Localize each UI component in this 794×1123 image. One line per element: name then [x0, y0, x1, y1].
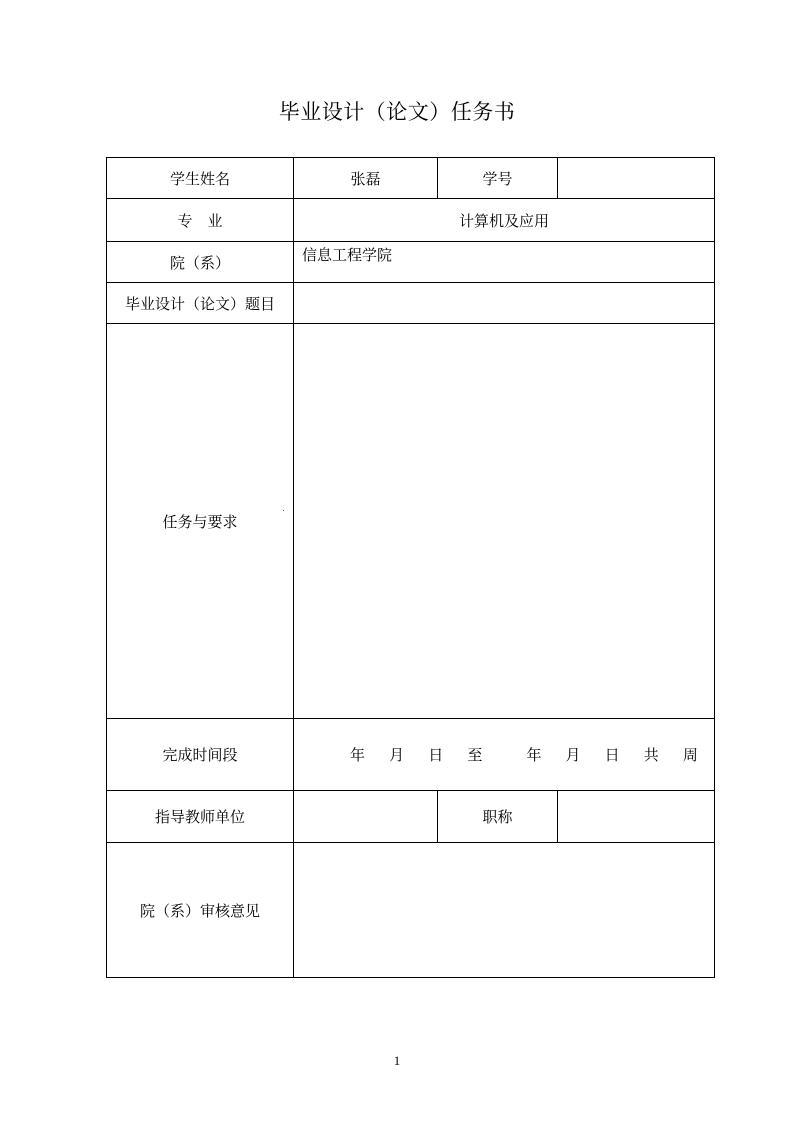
- period-label: 完成时间段: [107, 719, 294, 791]
- period-part: 日: [604, 746, 620, 764]
- task-label: 任务与要求: [107, 324, 294, 719]
- row-advisor: [107, 791, 715, 843]
- period-parts: [294, 744, 714, 765]
- advisor-unit-label: 指导教师单位: [107, 791, 294, 843]
- advisor-title-value[interactable]: [558, 791, 715, 843]
- period-part: 共: [643, 746, 659, 764]
- row-review: [107, 843, 715, 978]
- period-part: 周: [682, 746, 698, 764]
- period-part: 月: [565, 746, 581, 764]
- page-number: 1: [393, 1053, 401, 1068]
- period-part: 日: [428, 746, 444, 764]
- period-part: 年: [526, 746, 542, 764]
- stray-dot: [283, 510, 284, 511]
- row-major: [107, 199, 715, 242]
- task-value[interactable]: [294, 324, 715, 719]
- student-name-label: 学生姓名: [107, 158, 294, 199]
- period-part: 至: [467, 746, 483, 764]
- review-label: 院（系）审核意见: [107, 843, 294, 978]
- period-value[interactable]: [294, 719, 715, 791]
- document-title: 毕业设计（论文）任务书: [278, 100, 516, 124]
- advisor-title-label: 职称: [438, 791, 558, 843]
- row-task: [107, 324, 715, 719]
- review-value[interactable]: [294, 843, 715, 978]
- period-part: 月: [389, 746, 405, 764]
- major-value[interactable]: 计算机及应用: [294, 199, 715, 242]
- department-label: 院（系）: [107, 242, 294, 283]
- row-period: [107, 719, 715, 791]
- row-student: [107, 158, 715, 199]
- period-part: 年: [350, 746, 366, 764]
- major-label: 专 业: [107, 199, 294, 242]
- thesis-title-label: 毕业设计（论文）题目: [107, 283, 294, 324]
- row-department: [107, 242, 715, 283]
- student-id-label: 学号: [438, 158, 558, 199]
- thesis-title-value[interactable]: [294, 283, 715, 324]
- task-form-table: [106, 157, 715, 978]
- department-value[interactable]: 信息工程学院: [294, 242, 715, 283]
- student-id-value[interactable]: [558, 158, 715, 199]
- student-name-value[interactable]: 张磊: [294, 158, 438, 199]
- advisor-unit-value[interactable]: [294, 791, 438, 843]
- row-thesis-title: [107, 283, 715, 324]
